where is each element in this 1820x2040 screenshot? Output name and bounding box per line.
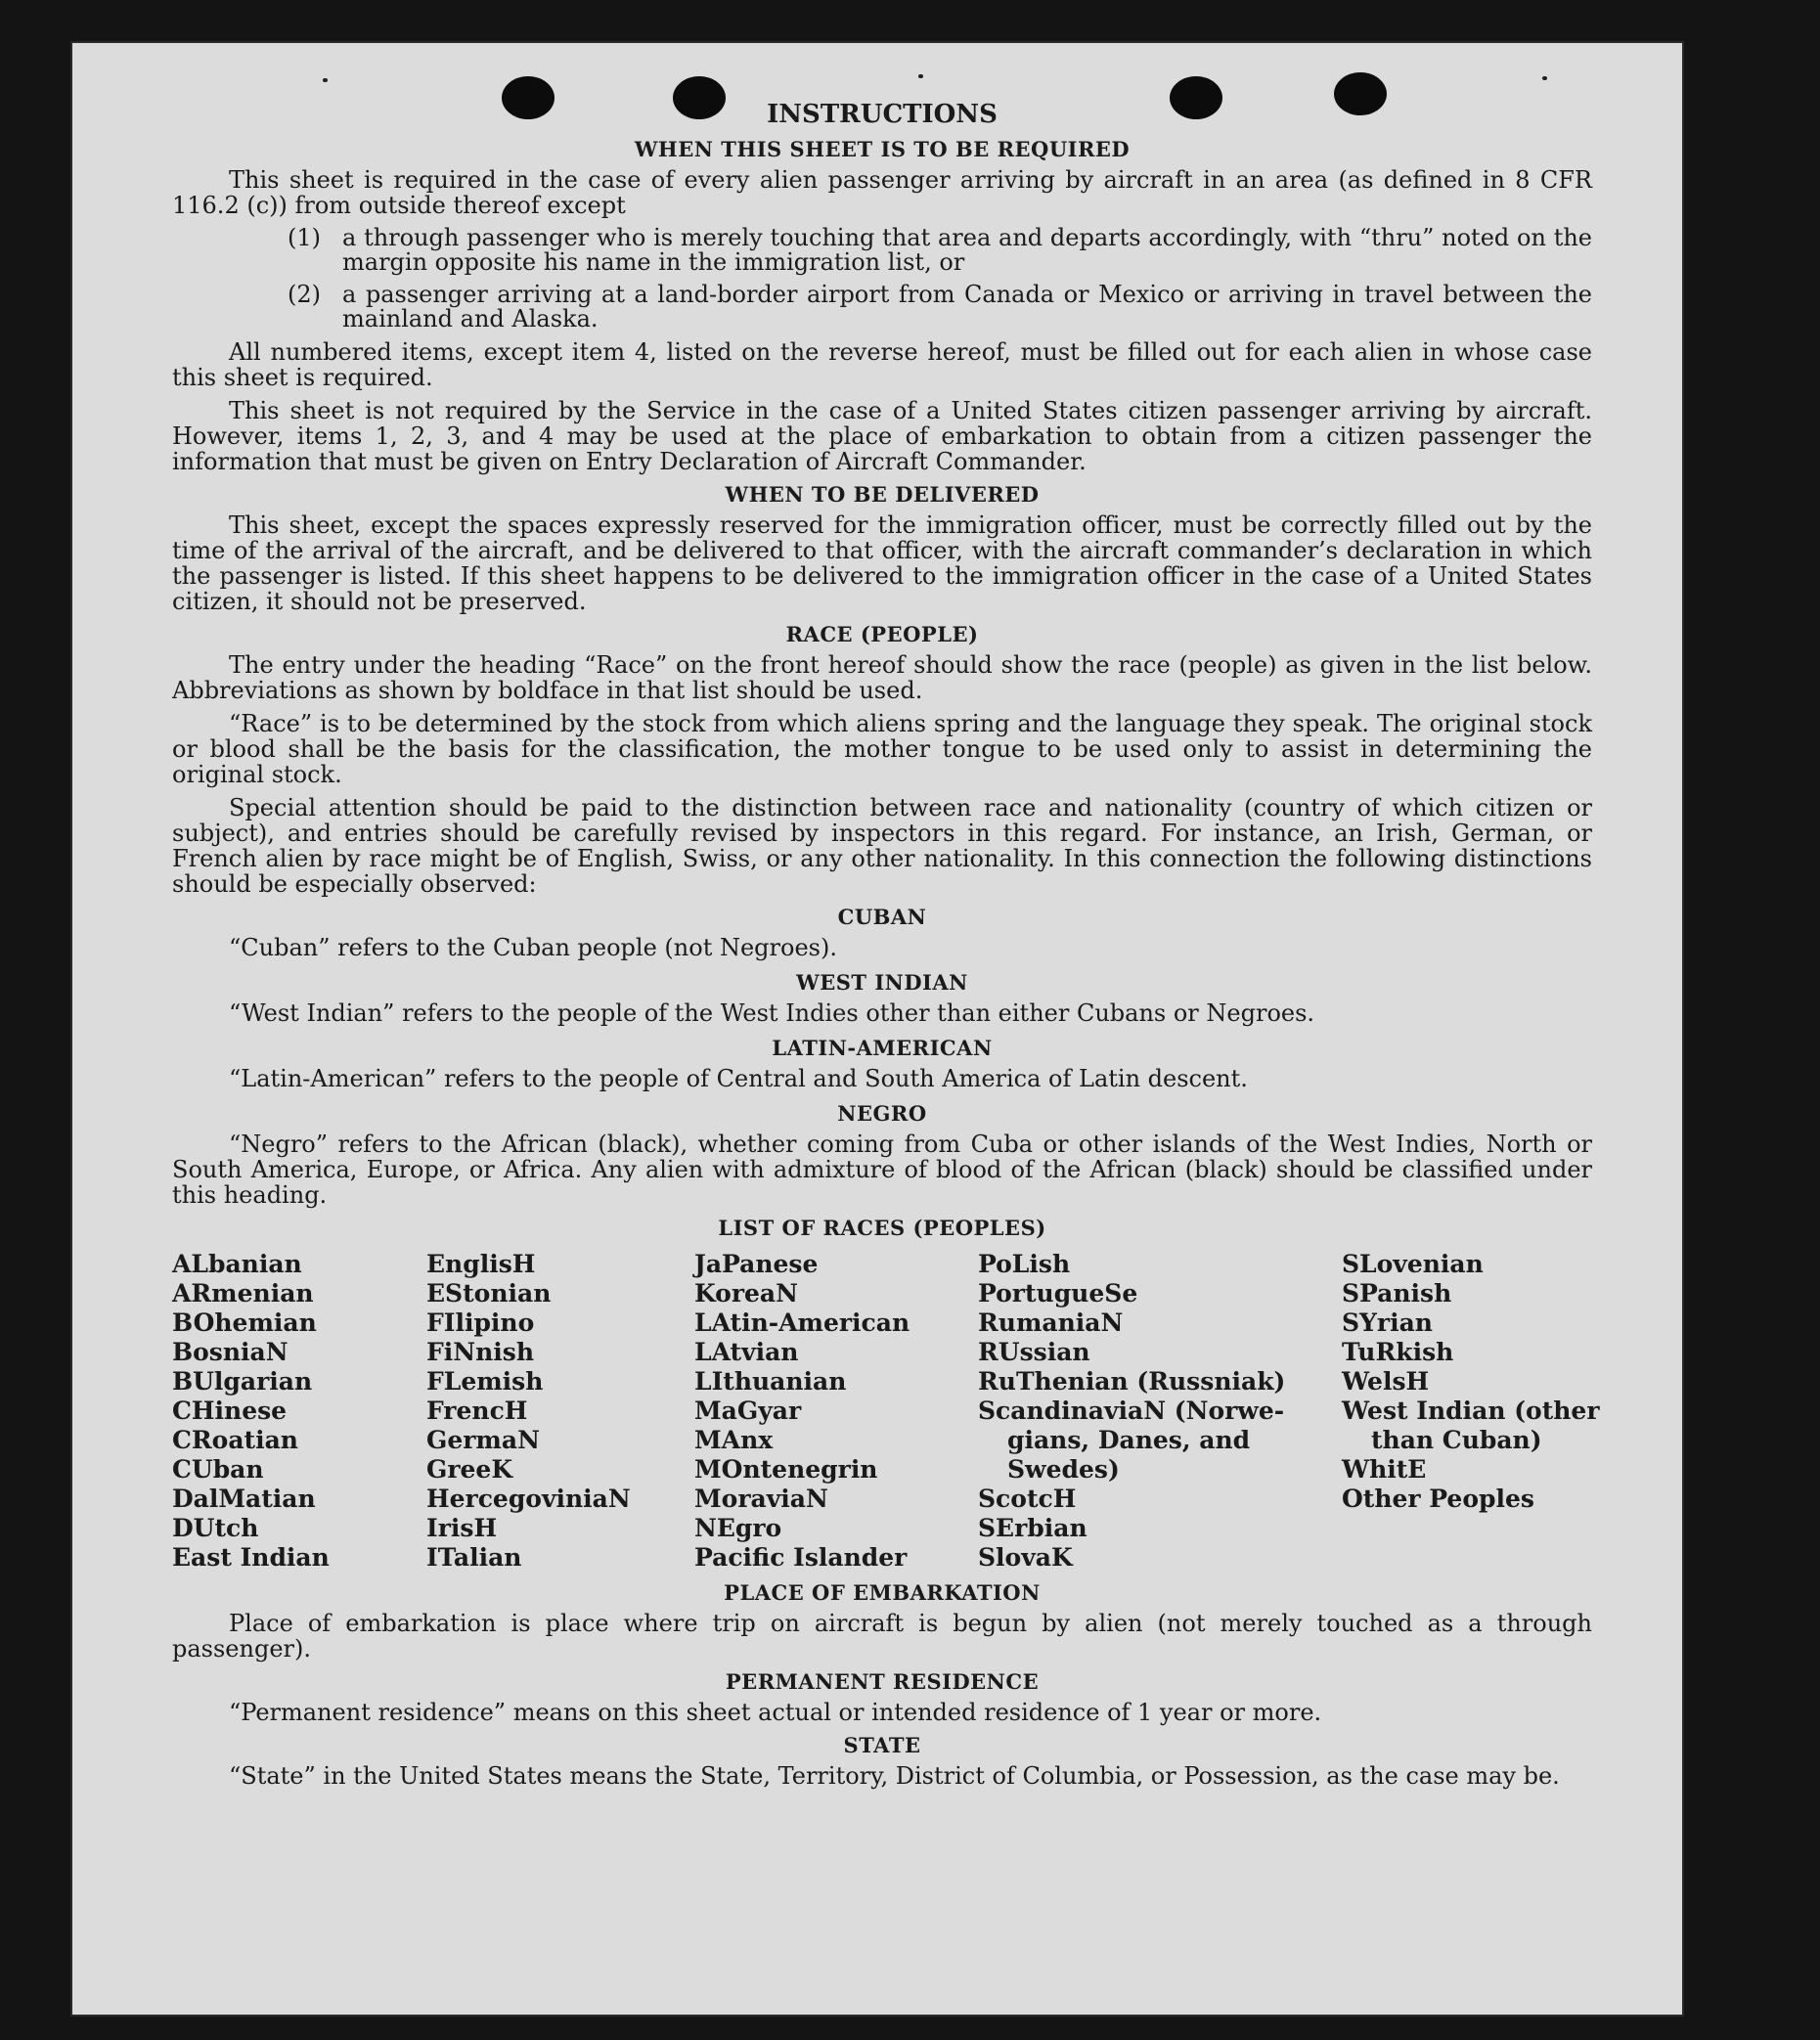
race-entry: PortugueSe (978, 1279, 1138, 1308)
paragraph: All numbered items, except item 4, listed on the reverse hereof, must be filled out for each alien in whose case this sheet is required. (172, 338, 1592, 391)
races-column (426, 1250, 694, 1573)
races-column (694, 1250, 978, 1573)
instructions-content (172, 100, 1600, 1796)
definition-text: “West Indian” refers to the people of the West Indies other than either Cubans or Negroes. (229, 999, 1315, 1027)
race-entry: FrencH (426, 1397, 528, 1425)
race-entry: BUlgarian (172, 1367, 313, 1396)
section-heading: WHEN THIS SHEET IS TO BE REQUIRED (634, 137, 1131, 161)
race-entry: LAtvian (694, 1338, 799, 1366)
paper-speck (1542, 76, 1547, 80)
paragraph: “Negro” refers to the African (black), whether coming from Cuba or other islands of the West Indies, North or South America, Europe, or Africa. Any alien with admixture of blood of the African (black) should be classified under this heading. (172, 1131, 1592, 1209)
race-entry: East Indian (172, 1543, 330, 1572)
paragraph: “Race” is to be determined by the stock from which aliens spring and the language they speak. The original stock or blood shall be the basis for the classification, the mother tongue to be used only to assist in determining the original stock. (172, 710, 1592, 788)
race-entry: HercegoviniaN (426, 1485, 631, 1513)
race-entry: GermaN (426, 1426, 540, 1454)
paper-speck (323, 78, 328, 82)
race-entry: Pacific Islander (694, 1543, 908, 1572)
item-number: (2) (288, 281, 321, 308)
races-list (172, 1250, 1600, 1573)
page-title: INSTRUCTIONS (767, 100, 998, 129)
paper-speck (918, 74, 923, 78)
race-entry: EStonian (426, 1279, 552, 1308)
race-entry: MAnx (694, 1426, 774, 1454)
race-entry: FLemish (426, 1367, 544, 1396)
race-entry: CHinese (172, 1397, 288, 1425)
race-entry: West Indian (other (1342, 1397, 1600, 1425)
definition-text: “Latin-American” refers to the people of Central and South America of Latin descent. (229, 1065, 1248, 1092)
race-entry: gians, Danes, and (1007, 1426, 1251, 1454)
race-entry: SLovenian (1342, 1250, 1484, 1278)
race-entry: RUssian (978, 1338, 1090, 1366)
race-entry: JaPanese (694, 1250, 819, 1278)
race-entry: MaGyar (694, 1397, 802, 1425)
race-entry: ALbanian (172, 1250, 302, 1278)
definition-text: “Cuban” refers to the Cuban people (not Negroes). (229, 934, 837, 961)
race-entry: KoreaN (694, 1279, 798, 1308)
race-entry: MoraviaN (694, 1485, 828, 1513)
race-entry: RuThenian (Russniak) (978, 1367, 1286, 1396)
race-entry: EnglisH (426, 1250, 536, 1278)
race-entry: FiNnish (426, 1338, 535, 1366)
section-heading: LATIN-AMERICAN (772, 1036, 993, 1060)
paragraph: This sheet is not required by the Service in the case of a United States citizen passenger arriving by aircraft. However, items 1, 2, 3, and 4 may be used at the place of embarkation to obtain from a citizen passenger the information that must be given on Entry Declaration of Aircraft Commander. (172, 397, 1592, 475)
race-entry: ScotcH (978, 1485, 1077, 1513)
race-entry: CRoatian (172, 1426, 298, 1454)
item-text: a passenger arriving at a land-border airport from Canada or Mexico or arriving in travel between the mainland and Alaska. (342, 281, 1592, 333)
race-entry: SlovaK (978, 1543, 1073, 1572)
race-entry: ITalian (426, 1543, 522, 1572)
race-entry: Swedes) (1007, 1455, 1120, 1484)
race-entry: than Cuban) (1371, 1426, 1542, 1454)
race-entry: RumaniaN (978, 1308, 1124, 1337)
race-entry: SYrian (1342, 1308, 1433, 1337)
section-heading: CUBAN (837, 905, 927, 929)
section-heading: WEST INDIAN (796, 970, 968, 995)
race-entry: IrisH (426, 1514, 498, 1542)
race-entry: WhitE (1342, 1455, 1427, 1484)
paragraph: Place of embarkation is place where trip on aircraft is begun by alien (not merely touched as a through passenger). (172, 1610, 1592, 1663)
section-heading: PLACE OF EMBARKATION (724, 1580, 1041, 1605)
race-entry: LAtin-American (694, 1308, 910, 1337)
numbered-item (288, 283, 1592, 332)
race-entry: FIlipino (426, 1308, 535, 1337)
paragraph: This sheet, except the spaces expressly reserved for the immigration officer, must be correctly filled out by the time of the arrival of the aircraft, and be delivered to that officer, with the aircraft commander’s declaration in which the passenger is listed. If this sheet happens to be delivered to the immigration officer in the case of a United States citizen, it should not be preserved. (172, 511, 1592, 615)
race-entry: DalMatian (172, 1485, 316, 1513)
race-entry: SPanish (1342, 1279, 1452, 1308)
paragraph: This sheet is required in the case of every alien passenger arriving by aircraft in an area (as defined in 8 CFR 116.2 (c)) from outside thereof except (172, 166, 1592, 219)
race-entry: LIthuanian (694, 1367, 847, 1396)
race-entry: PoLish (978, 1250, 1071, 1278)
race-entry: SErbian (978, 1514, 1088, 1542)
section-heading: STATE (843, 1733, 921, 1757)
races-column (978, 1250, 1342, 1573)
race-entry: ScandinaviaN (Norwe- (978, 1397, 1285, 1425)
race-entry: BosniaN (172, 1338, 289, 1366)
numbered-item (288, 226, 1592, 275)
section-heading: LIST OF RACES (PEOPLES) (718, 1216, 1046, 1240)
race-entry: Other Peoples (1342, 1485, 1534, 1513)
section-heading: RACE (PEOPLE) (785, 622, 979, 646)
race-entry: TuRkish (1342, 1338, 1454, 1366)
item-number: (1) (288, 224, 321, 251)
races-column (1342, 1250, 1600, 1573)
race-entry: ARmenian (172, 1279, 314, 1308)
item-text: a through passenger who is merely touching that area and departs accordingly, with “thru” noted on the margin opposite his name in the immigration list, or (342, 224, 1592, 276)
paragraph: Special attention should be paid to the distinction between race and nationality (country of which citizen or subject), and entries should be carefully revised by inspectors in this regard. For instance, an Irish, German, or French alien by race might be of English, Swiss, or any other nationality. In this connection the following distinctions should be especially observed: (172, 794, 1592, 898)
section-heading: PERMANENT RESIDENCE (725, 1669, 1040, 1694)
paragraph: “State” in the United States means the State, Territory, District of Columbia, or Possession, as the case may be. (229, 1762, 1560, 1790)
paragraph: “Permanent residence” means on this sheet actual or intended residence of 1 year or more. (229, 1699, 1322, 1726)
race-entry: MOntenegrin (694, 1455, 878, 1484)
race-entry: BOhemian (172, 1308, 317, 1337)
race-entry: CUban (172, 1455, 264, 1484)
paragraph: The entry under the heading “Race” on the front hereof should show the race (people) as given in the list below. Abbreviations as shown by boldface in that list should be used. (172, 651, 1592, 704)
document-sheet (70, 41, 1684, 2017)
race-entry: NEgro (694, 1514, 782, 1542)
race-entry: GreeK (426, 1455, 513, 1484)
race-entry: DUtch (172, 1514, 259, 1542)
section-heading: WHEN TO BE DELIVERED (725, 482, 1040, 507)
section-heading: NEGRO (837, 1101, 927, 1126)
race-entry: WelsH (1342, 1367, 1430, 1396)
races-column (172, 1250, 426, 1573)
